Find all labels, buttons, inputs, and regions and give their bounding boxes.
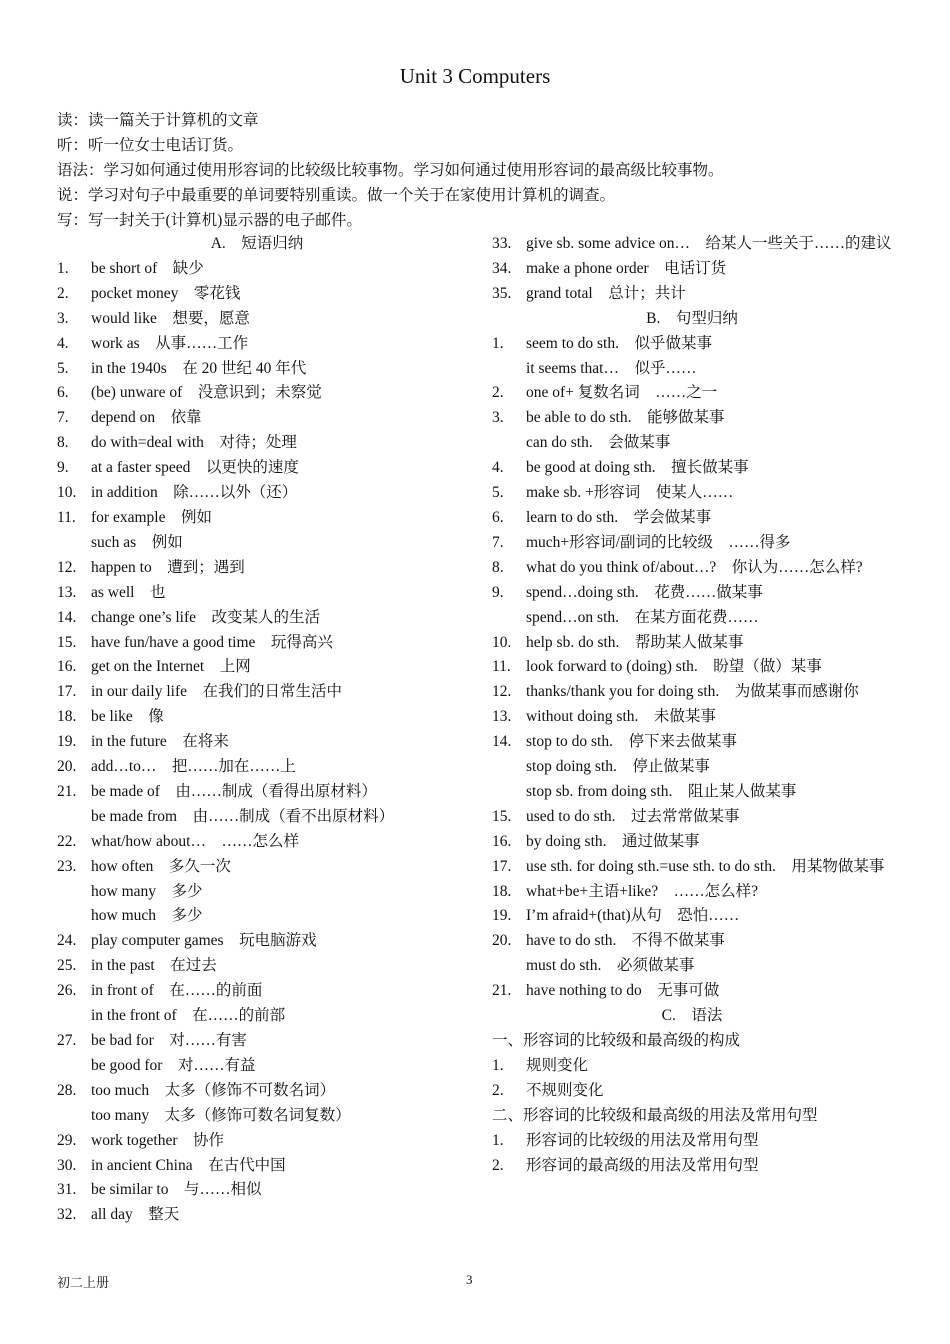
item-number: 19. bbox=[492, 907, 512, 925]
list-item bbox=[57, 581, 477, 606]
item-number: 2. bbox=[492, 384, 504, 402]
intro-grammar: 语法：学习如何通过使用形容词的比较级比较事物。学习如何通过使用形容词的最高级比较事物。 bbox=[57, 162, 724, 179]
item-number: 17. bbox=[57, 683, 77, 701]
item-text: work as 从事……工作 bbox=[91, 334, 249, 352]
item-number: 11. bbox=[57, 508, 76, 526]
item-number: 20. bbox=[57, 758, 77, 776]
list-item bbox=[492, 556, 892, 581]
item-text: what+be+主语+like? ……怎么样? bbox=[526, 882, 758, 900]
page-number: 3 bbox=[466, 1272, 473, 1287]
item-text: too many 太多（修饰可数名词复数） bbox=[91, 1106, 351, 1124]
list-item bbox=[492, 929, 892, 954]
item-text: be good for 对……有益 bbox=[91, 1056, 256, 1074]
item-text: stop to do sth. 停下来去做某事 bbox=[526, 733, 737, 751]
grammar-item bbox=[492, 1154, 892, 1179]
item-text: can do sth. 会做某事 bbox=[526, 434, 671, 452]
section-a-heading: A. 短语归纳 bbox=[210, 235, 304, 252]
item-number: 3. bbox=[57, 309, 69, 327]
item-number: 9. bbox=[492, 583, 504, 601]
list-item bbox=[492, 257, 892, 282]
item-text: in the 1940s 在 20 世纪 40 年代 bbox=[91, 359, 307, 377]
item-number: 18. bbox=[57, 708, 77, 726]
footer-grade: 初二上册 bbox=[57, 1275, 110, 1290]
item-number: 18. bbox=[492, 882, 512, 900]
item-number: 25. bbox=[57, 957, 77, 975]
left-column bbox=[57, 232, 477, 1228]
list-item bbox=[492, 954, 892, 979]
item-number bbox=[492, 606, 526, 631]
item-number: 14. bbox=[57, 608, 77, 626]
list-item bbox=[57, 606, 477, 631]
list-item bbox=[492, 730, 892, 755]
list-item bbox=[57, 855, 477, 880]
item-text: play computer games 玩电脑游戏 bbox=[91, 932, 317, 950]
list-item bbox=[57, 1079, 477, 1104]
item-number: 16. bbox=[57, 658, 77, 676]
item-number: 10. bbox=[492, 633, 512, 651]
grammar-item bbox=[492, 1054, 892, 1079]
item-text: 形容词的最高级的用法及常用句型 bbox=[526, 1156, 759, 1174]
list-item bbox=[492, 481, 892, 506]
list-item bbox=[492, 506, 892, 531]
list-item bbox=[492, 332, 892, 357]
item-number: 30. bbox=[57, 1156, 77, 1174]
list-item bbox=[492, 431, 892, 456]
item-number: 23. bbox=[57, 857, 77, 875]
item-number: 7. bbox=[492, 533, 504, 551]
item-number: 3. bbox=[492, 409, 504, 427]
item-number: 33. bbox=[492, 235, 512, 252]
item-text: seem to do sth. 似乎做某事 bbox=[526, 334, 712, 352]
item-number: 27. bbox=[57, 1032, 77, 1049]
list-item bbox=[57, 755, 477, 780]
item-text: too much 太多（修饰不可数名词） bbox=[91, 1081, 336, 1099]
list-item bbox=[57, 655, 477, 680]
grammar-item bbox=[492, 1129, 892, 1154]
list-item bbox=[57, 954, 477, 979]
grammar-item bbox=[492, 1079, 892, 1104]
item-number: 7. bbox=[57, 409, 69, 427]
item-text: be similar to 与……相似 bbox=[91, 1181, 262, 1199]
list-item bbox=[492, 531, 892, 556]
item-text: look forward to (doing) sth. 盼望（做）某事 bbox=[526, 658, 822, 676]
item-number: 32. bbox=[57, 1206, 77, 1224]
item-text: do with=deal with 对待；处理 bbox=[91, 434, 297, 452]
item-number bbox=[57, 805, 91, 830]
intro-writing: 写：写一封关于(计算机)显示器的电子邮件。 bbox=[57, 212, 362, 229]
item-text: spend…on sth. 在某方面花费…… bbox=[526, 608, 759, 626]
item-number: 1. bbox=[492, 334, 504, 352]
item-text: as well 也 bbox=[91, 583, 166, 601]
list-item bbox=[57, 1054, 477, 1079]
list-item bbox=[57, 1004, 477, 1029]
item-text: be able to do sth. 能够做某事 bbox=[526, 409, 725, 427]
list-item bbox=[57, 381, 477, 406]
list-item bbox=[57, 1129, 477, 1154]
item-text: I’m afraid+(that)从句 恐怕…… bbox=[526, 907, 740, 925]
item-text: in addition 除……以外（还） bbox=[91, 484, 298, 502]
item-number: 15. bbox=[57, 633, 77, 651]
item-number: 31. bbox=[57, 1181, 77, 1199]
item-number: 1. bbox=[492, 1131, 504, 1149]
page-title: Unit 3 Computers bbox=[399, 64, 551, 88]
item-number: 35. bbox=[492, 284, 512, 302]
item-text: such as 例如 bbox=[91, 533, 183, 551]
item-text: add…to… 把……加在……上 bbox=[91, 758, 296, 776]
item-number: 12. bbox=[492, 683, 512, 701]
list-item bbox=[57, 406, 477, 431]
grammar-item bbox=[492, 1104, 892, 1129]
item-number bbox=[492, 755, 526, 780]
list-item bbox=[57, 904, 477, 929]
item-number: 9. bbox=[57, 459, 69, 477]
item-number: 4. bbox=[57, 334, 69, 352]
item-text: one of+ 复数名词 ……之一 bbox=[526, 384, 718, 402]
item-number: 16. bbox=[492, 832, 512, 850]
item-text: be bad for 对……有害 bbox=[91, 1032, 247, 1049]
item-text: what/how about… ……怎么样 bbox=[91, 832, 299, 850]
item-number bbox=[492, 780, 526, 805]
item-text: how much 多少 bbox=[91, 907, 203, 925]
item-text: in the future 在将来 bbox=[91, 733, 229, 751]
list-item bbox=[57, 332, 477, 357]
item-text: by doing sth. 通过做某事 bbox=[526, 832, 700, 850]
item-text: in the past 在过去 bbox=[91, 957, 217, 975]
item-text: would like 想要，愿意 bbox=[91, 309, 250, 327]
list-item bbox=[57, 506, 477, 531]
intro-listening: 听：听一位女士电话订货。 bbox=[57, 137, 244, 154]
item-text: grand total 总计；共计 bbox=[526, 284, 686, 302]
intro-speaking: 说：学习对句子中最重要的单词要特别重读。做一个关于在家使用计算机的调查。 bbox=[57, 187, 616, 204]
item-text: 形容词的比较级的用法及常用句型 bbox=[526, 1131, 759, 1149]
item-number: 1. bbox=[492, 1056, 504, 1074]
unit-intro bbox=[57, 108, 897, 233]
item-number: 4. bbox=[492, 459, 504, 477]
item-text: happen to 遭到；遇到 bbox=[91, 558, 245, 576]
list-item bbox=[492, 357, 892, 382]
list-item bbox=[57, 357, 477, 382]
list-item bbox=[57, 680, 477, 705]
item-text: make sb. +形容词 使某人…… bbox=[526, 484, 734, 502]
item-text: in ancient China 在古代中国 bbox=[91, 1156, 286, 1174]
item-number: 2. bbox=[492, 1156, 504, 1174]
item-text: in our daily life 在我们的日常生活中 bbox=[91, 683, 342, 701]
item-number: 15. bbox=[492, 807, 512, 825]
list-item bbox=[57, 830, 477, 855]
list-item bbox=[492, 282, 892, 307]
list-item bbox=[492, 705, 892, 730]
item-text: 二、形容词的比较级和最高级的用法及常用句型 bbox=[492, 1106, 818, 1124]
list-item bbox=[57, 431, 477, 456]
list-item bbox=[492, 680, 892, 705]
item-number: 21. bbox=[492, 982, 512, 1000]
list-item bbox=[57, 1104, 477, 1129]
item-text: in front of 在……的前面 bbox=[91, 982, 263, 1000]
list-item bbox=[57, 307, 477, 332]
item-text: learn to do sth. 学会做某事 bbox=[526, 508, 712, 526]
item-number: 24. bbox=[57, 932, 77, 950]
list-item bbox=[57, 1203, 477, 1228]
item-text: in the front of 在……的前部 bbox=[91, 1007, 286, 1025]
list-item bbox=[57, 1178, 477, 1203]
item-text: without doing sth. 未做某事 bbox=[526, 708, 716, 726]
list-item bbox=[492, 381, 892, 406]
item-number: 11. bbox=[492, 658, 511, 676]
list-item bbox=[57, 979, 477, 1004]
item-text: be like 像 bbox=[91, 708, 164, 726]
list-item bbox=[57, 631, 477, 656]
item-number: 6. bbox=[57, 384, 69, 402]
list-item bbox=[492, 655, 892, 680]
item-text: get on the Internet 上网 bbox=[91, 658, 251, 676]
list-item bbox=[492, 606, 892, 631]
item-number bbox=[57, 1054, 91, 1079]
item-text: change one’s life 改变某人的生活 bbox=[91, 608, 321, 626]
item-text: 不规则变化 bbox=[526, 1081, 604, 1099]
list-item bbox=[57, 481, 477, 506]
item-number: 8. bbox=[57, 434, 69, 452]
item-text: for example 例如 bbox=[91, 508, 212, 526]
item-number: 22. bbox=[57, 832, 77, 850]
list-item bbox=[492, 406, 892, 431]
item-number bbox=[57, 1004, 91, 1029]
item-number: 8. bbox=[492, 558, 504, 576]
list-item bbox=[492, 979, 892, 1004]
item-text: work together 协作 bbox=[91, 1131, 225, 1149]
item-number: 2. bbox=[492, 1081, 504, 1099]
item-text: much+形容词/副词的比较级 ……得多 bbox=[526, 533, 791, 551]
section-c-heading: C. 语法 bbox=[661, 1007, 723, 1025]
item-text: be made from 由……制成（看不出原材料） bbox=[91, 807, 395, 825]
list-item bbox=[492, 805, 892, 830]
list-item bbox=[492, 880, 892, 905]
item-number: 34. bbox=[492, 259, 512, 277]
grammar-item bbox=[492, 1029, 892, 1054]
item-text: 一、形容词的比较级和最高级的构成 bbox=[492, 1032, 741, 1049]
item-number: 17. bbox=[492, 857, 512, 875]
item-text: have fun/have a good time 玩得高兴 bbox=[91, 633, 333, 651]
item-text: pocket money 零花钱 bbox=[91, 284, 241, 302]
item-text: all day 整天 bbox=[91, 1206, 180, 1224]
item-number: 5. bbox=[57, 359, 69, 377]
item-text: used to do sth. 过去常常做某事 bbox=[526, 807, 740, 825]
item-text: give sb. some advice on… 给某人一些关于……的建议 bbox=[526, 235, 892, 252]
item-number bbox=[57, 531, 91, 556]
item-number: 21. bbox=[57, 782, 77, 800]
item-number bbox=[492, 954, 526, 979]
item-text: what do you think of/about…? 你认为……怎么样? bbox=[526, 558, 863, 576]
item-number bbox=[57, 904, 91, 929]
item-number: 5. bbox=[492, 484, 504, 502]
item-number bbox=[492, 357, 526, 382]
intro-reading: 读：读一篇关于计算机的文章 bbox=[57, 112, 259, 129]
item-number: 14. bbox=[492, 733, 512, 751]
item-number: 1. bbox=[57, 259, 69, 277]
list-item bbox=[57, 257, 477, 282]
list-item bbox=[57, 929, 477, 954]
item-text: how often 多久一次 bbox=[91, 857, 231, 875]
item-text: 规则变化 bbox=[526, 1056, 589, 1074]
item-text: have to do sth. 不得不做某事 bbox=[526, 932, 725, 950]
item-text: how many 多少 bbox=[91, 882, 203, 900]
item-number bbox=[57, 880, 91, 905]
item-text: depend on 依靠 bbox=[91, 409, 202, 427]
item-number: 12. bbox=[57, 558, 77, 576]
item-text: it seems that… 似乎…… bbox=[526, 359, 697, 377]
item-text: at a faster speed 以更快的速度 bbox=[91, 459, 299, 477]
list-item bbox=[57, 880, 477, 905]
list-item bbox=[492, 631, 892, 656]
item-text: (be) unware of 没意识到；未察觉 bbox=[91, 384, 322, 402]
item-text: be made of 由……制成（看得出原材料） bbox=[91, 782, 377, 800]
item-number: 2. bbox=[57, 284, 69, 302]
item-number: 29. bbox=[57, 1131, 77, 1149]
list-item bbox=[492, 855, 892, 880]
item-text: must do sth. 必须做某事 bbox=[526, 957, 695, 975]
list-item bbox=[492, 780, 892, 805]
list-item bbox=[492, 456, 892, 481]
item-number: 20. bbox=[492, 932, 512, 950]
item-number: 6. bbox=[492, 508, 504, 526]
list-item bbox=[492, 755, 892, 780]
item-text: use sth. for doing sth.=use sth. to do sth. 用某物做某事 bbox=[526, 857, 885, 875]
item-number: 26. bbox=[57, 982, 77, 1000]
item-number bbox=[492, 431, 526, 456]
item-text: spend…doing sth. 花费……做某事 bbox=[526, 583, 763, 601]
section-b-heading: B. 句型归纳 bbox=[646, 309, 738, 327]
item-number: 13. bbox=[492, 708, 512, 726]
list-item bbox=[57, 456, 477, 481]
list-item bbox=[492, 904, 892, 929]
item-number bbox=[57, 1104, 91, 1129]
item-text: stop sb. from doing sth. 阻止某人做某事 bbox=[526, 782, 797, 800]
item-text: thanks/thank you for doing sth. 为做某事而感谢你 bbox=[526, 683, 859, 701]
item-text: be short of 缺少 bbox=[91, 259, 204, 277]
list-item bbox=[57, 805, 477, 830]
list-item bbox=[57, 556, 477, 581]
item-number: 10. bbox=[57, 484, 77, 502]
item-number: 19. bbox=[57, 733, 77, 751]
list-item bbox=[57, 730, 477, 755]
item-text: make a phone order 电话订货 bbox=[526, 259, 727, 277]
list-item bbox=[57, 1029, 477, 1054]
list-item bbox=[57, 780, 477, 805]
item-number: 28. bbox=[57, 1081, 77, 1099]
right-column bbox=[492, 232, 892, 1178]
item-text: be good at doing sth. 擅长做某事 bbox=[526, 459, 749, 477]
list-item bbox=[57, 282, 477, 307]
list-item bbox=[492, 581, 892, 606]
item-text: help sb. do sth. 帮助某人做某事 bbox=[526, 633, 744, 651]
item-text: stop doing sth. 停止做某事 bbox=[526, 758, 710, 776]
item-text: have nothing to do 无事可做 bbox=[526, 982, 720, 1000]
list-item bbox=[492, 232, 892, 257]
list-item bbox=[492, 830, 892, 855]
item-number: 13. bbox=[57, 583, 77, 601]
list-item bbox=[57, 1154, 477, 1179]
list-item bbox=[57, 531, 477, 556]
list-item bbox=[57, 705, 477, 730]
